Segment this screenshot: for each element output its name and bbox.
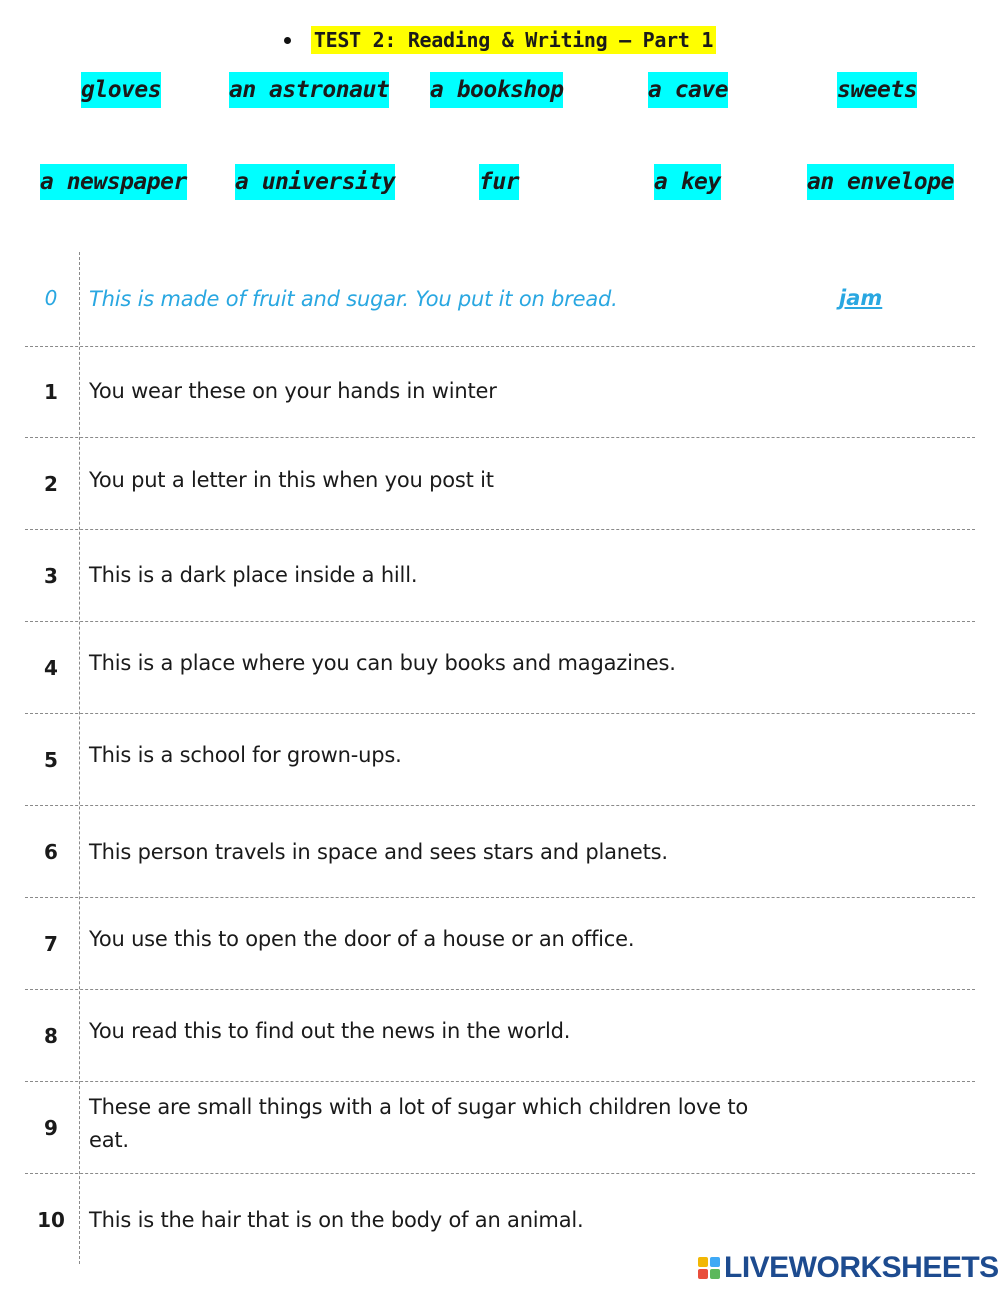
question-row	[25, 529, 975, 622]
question-text: You use this to open the door of a house or an office.	[89, 927, 635, 951]
liveworksheets-logo	[698, 1253, 999, 1283]
question-number: 3	[44, 564, 58, 588]
question-number: 4	[44, 656, 58, 680]
question-row	[25, 437, 975, 530]
page-title: TEST 2: Reading & Writing – Part 1	[311, 26, 716, 54]
word-bank-item: sweets	[837, 72, 917, 108]
example-answer: jam	[839, 286, 883, 310]
question-text: You read this to find out the news in the world.	[89, 1019, 571, 1043]
question-number: 6	[44, 840, 58, 864]
question-number: 0	[44, 286, 58, 310]
title-row	[0, 26, 1000, 54]
word-bank-item: an astronaut	[229, 72, 389, 108]
question-row	[25, 989, 975, 1082]
question-row	[25, 805, 975, 898]
word-bank-item: gloves	[81, 72, 161, 108]
question-number: 10	[37, 1208, 65, 1232]
question-text: This is made of fruit and sugar. You put it on bread.	[89, 287, 618, 311]
question-number: 9	[44, 1116, 58, 1140]
question-number: 2	[44, 472, 58, 496]
bullet-icon	[284, 37, 291, 44]
question-text: You put a letter in this when you post it	[89, 468, 494, 492]
question-text: This is a place where you can buy books and magazines.	[89, 651, 676, 675]
question-text: This person travels in space and sees stars and planets.	[89, 840, 668, 864]
question-text: You wear these on your hands in winter	[89, 379, 497, 403]
question-row	[25, 713, 975, 806]
word-bank-item: fur	[479, 164, 519, 200]
word-bank-item: a newspaper	[40, 164, 187, 200]
question-row	[25, 1081, 975, 1174]
question-number: 7	[44, 932, 58, 956]
question-number: 8	[44, 1024, 58, 1048]
question-number: 1	[44, 380, 58, 404]
word-bank-item: a key	[654, 164, 721, 200]
logo-text: LIVEWORKSHEETS	[724, 1251, 999, 1284]
question-text: This is a dark place inside a hill.	[89, 563, 418, 587]
word-bank-item: a university	[235, 164, 395, 200]
question-number: 5	[44, 748, 58, 772]
question-row	[25, 345, 975, 438]
question-row	[25, 621, 975, 714]
word-bank-item: a bookshop	[430, 72, 563, 108]
question-row	[25, 897, 975, 990]
question-text: This is a school for grown-ups.	[89, 743, 402, 767]
question-text: These are small things with a lot of sugar which children love to eat.	[89, 1095, 749, 1152]
question-text: This is the hair that is on the body of an animal.	[89, 1208, 584, 1232]
word-bank-item: an envelope	[807, 164, 954, 200]
example-row	[25, 252, 975, 347]
word-bank-item: a cave	[648, 72, 728, 108]
logo-mark-icon	[698, 1257, 720, 1279]
